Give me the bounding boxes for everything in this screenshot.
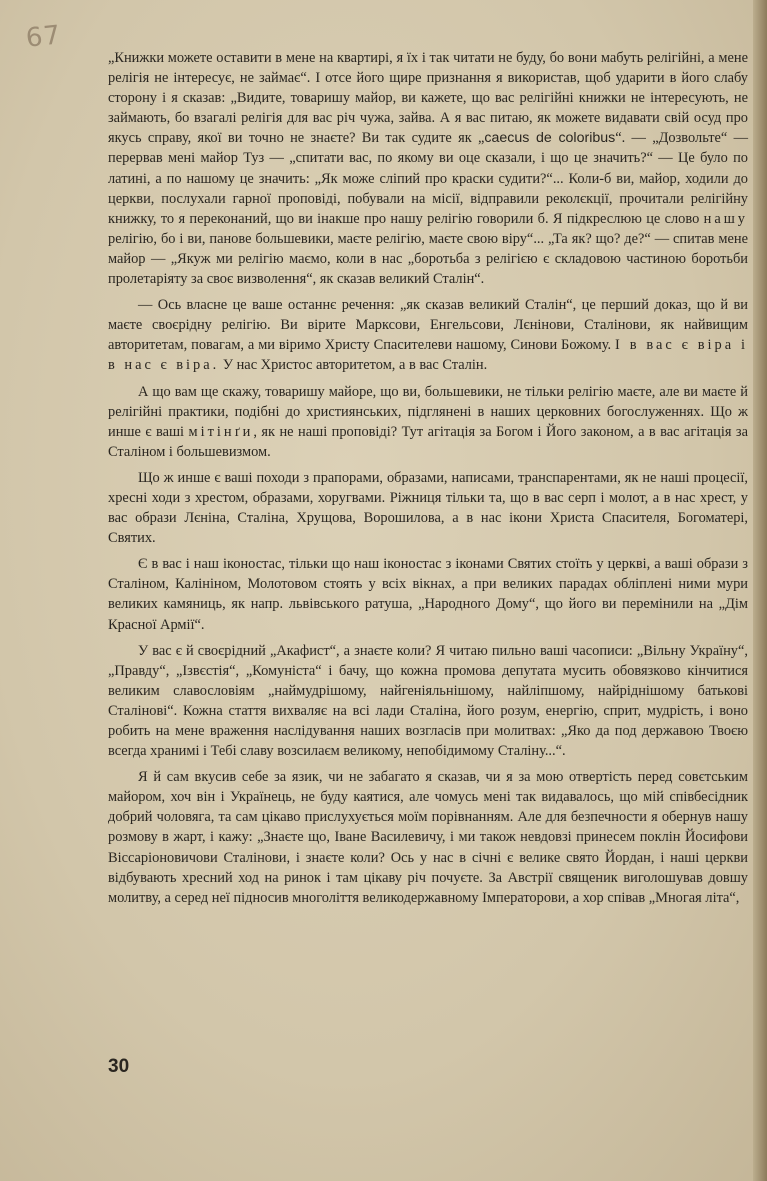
text-run: — Ось власне це ваше останнє речення: „як сказав великий Сталін“, це перший доказ, що й ви маєте своєрідну релігію. Ви вірите Марксови, Енгельсови, Лєнінови, Сталінови, як найвищим авторитетам, повагам, а ми віримо Христу Спасителеви нашому, Синови Божому.: [108, 297, 748, 354]
text-run: Є в вас і наш іконостас, тільки що наш іконостас з іконами Святих стоїть у церкві, а ваші образи з Сталіном, Калініном, Молотовом стоять у всіх вікнах, а при великих парадах обліплені ними мури великих камяниць, як напр. львівського ратуша, „Народного Дому“, що його ви перемінили на „Дім Красної Армії“.: [108, 556, 748, 633]
paragraph-p1: [108, 48, 748, 289]
paragraph-p2: [108, 295, 748, 375]
text-run: У нас Христос авторитетом, а в вас Сталін.: [219, 357, 488, 374]
latin-phrase: caecus de coloribus: [484, 130, 616, 147]
paragraph-p5: [108, 554, 748, 634]
page-number: 30: [108, 1056, 130, 1077]
paragraph-p4: [108, 468, 748, 548]
text-run: “. — „Дозвольте“ — перервав мені майор Туз — „спитати вас, по якому ви оце сказали, і що це значить?“ — Це було по латині, а по нашому це значить: „Як може сліпий про краски судити?“... Коли-б ви, майор, ходили до церкви, послухали гарної проповіді, побували на місії, відправили реколєкції, прочитали релігійну книжку, то я переконаний, що ви інакше про нашу релігію говорили б. Я підкреслюю це слово: [108, 130, 748, 227]
paragraph-p3: [108, 382, 748, 462]
paragraph-p6: [108, 641, 748, 762]
spaced-emphasis-text: мітінґи: [188, 423, 254, 440]
page-body-text: [108, 48, 748, 914]
text-run: А що вам ще скажу, товаришу майоре, що ви, большевики, не тільки релігію маєте, але ви маєте й релігійні практики, подібні до християнських, підглянені в наших церковних богослуженнях. Що ж инше є ваші: [108, 383, 748, 440]
text-run: „Книжки можете оставити в мене на квартирі, я їх і так читати не буду, бо вони мабуть релігійні, а мене релігія не інтересує, не займає“. І отсе його щире признання я використав, щоб ударити в його слабу сторону і я сказав: „Видите, товаришу майор, ви кажете, що вас релігійні книжки не інтересують, не займають, бо взагалі релігія для вас річ чужа, зайва. А я вас питаю, як можете видавати свій осуд про якусь справу, якої ви точно не знаєте? Ви так судите як „: [108, 50, 748, 147]
text-run: Я й сам вкусив себе за язик, чи не забагато я сказав, чи я за мою отвертість перед совєтським майором, хоч він і Українець, не буду каятися, але чомусь мені так видавалось, що мій співбесідник добрий чоловяга, та сам цікаво прислухується моїм порівнанням. Але для безпечности я обернув нашу розмову в жарт, і кажу: „Знаєте що, Іване Василевичу, і ми також невдовзі принесем поклін Йосифови Віссаріоновичови Сталінови, і знаєте коли? Ось у нас в січні є велике свято Йордан, і наші церкви відбувають хресний ход на ринок і там цікаву річ почуєте. За Австрії священик виголошував довшу молитву, а серед неї підносив многоліття великодержавному Імператорови, а хор співав „Многая літа“,: [108, 769, 748, 906]
text-run: У вас є й своєрідний „Акафист“, а знаєте коли? Я читаю пильно ваші часописи: „Вільну Україну“, „Правду“, „Ізвєстія“, „Комуніста“ і бачу, що кожна промова депутата мусить обовязково кінчитися великим славословіям „наймудрішому, найгеніяльнішому, найліпшому, найріднішому батькові Сталінові“. Кожна стаття вихваляє на всі лади Сталіна, його розум, енергію, сприт, мудрість, і воно робить на мене враження наслідування наших возгласів при молитвах: „Яко да под державою Твоєю всегда хранимі і Тебі славу возсилаєм великому, непобідимому Сталіну...“.: [108, 642, 748, 760]
spaced-emphasis-text: нашу: [703, 210, 748, 227]
handwritten-margin-note: 67: [24, 20, 63, 54]
text-run: , як не наші проповіді? Тут агітація за Богом і Його законом, а в вас агітація за Сталіном і большевизмом.: [108, 423, 749, 460]
text-run: релігію, бо і ви, панове большевики, маєте релігію, маєте свою віру“... „Та як? що? де?“ — спитав мене майор — „Якуж ми релігію маємо, коли в нас „боротьба з релігією є складовою частиною боротьби пролетаріяту за своє визволення“, як сказав великий Сталін“.: [108, 230, 748, 288]
paragraph-p7: [108, 767, 748, 908]
text-run: Що ж инше є ваші походи з прапорами, образами, написами, транспарентами, як не наші процесії, хресні ходи з хрестом, образами, хоругвами. Ріжниця тільки та, що в вас серп і молот, а в нас хрест, у вас образи Лєніна, Сталіна, Хрущова, Ворошилова, а в нас ікони Христа Спасителя, Богоматері, Святих.: [108, 469, 748, 547]
spaced-emphasis-text: І в вас є віра і в нас є віра.: [108, 337, 748, 374]
page-edge-shadow: [753, 0, 767, 1181]
